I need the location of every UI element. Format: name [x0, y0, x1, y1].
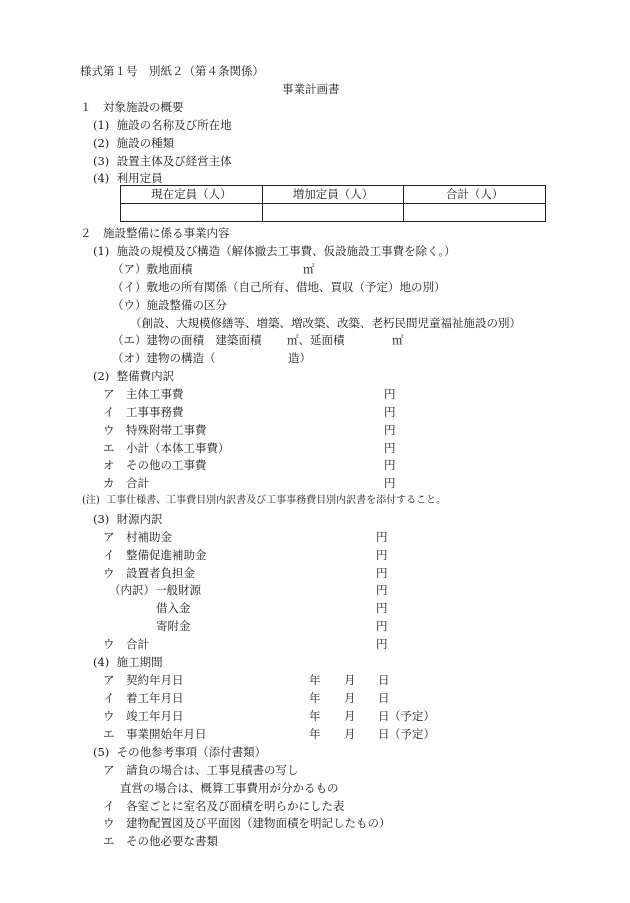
funding-item-4: （内訳）一般財源 [109, 583, 201, 597]
s1-item-1: (1) 施設の名称及び所在地 [93, 118, 232, 132]
schedule-planned-4: （予定） [389, 727, 435, 741]
schedule-item-4: エ 事業開始年月日 [103, 727, 207, 741]
funding-unit-1: 円 [376, 530, 388, 544]
schedule-item-1: ア 契約年月日 [103, 673, 184, 687]
document-title: 事業計画書 [282, 82, 340, 96]
section-2-heading: ２ 施設整備に係る事業内容 [80, 226, 230, 240]
form-number: 様式第１号 別紙２（第４条関係） [80, 64, 264, 78]
facility-category-label: （ウ）施設整備の区分 [112, 298, 227, 312]
funding-item-1: ア 村補助金 [103, 530, 172, 544]
building-area-unit-2: ㎡ [392, 333, 404, 347]
schedule-year-2: 年 [309, 691, 321, 705]
building-area-unit-1: ㎡、延面積 [287, 333, 345, 347]
funding-unit-2: 円 [376, 548, 388, 562]
funding-item-6: 寄附金 [156, 619, 191, 633]
schedule-year-1: 年 [309, 673, 321, 687]
schedule-planned-3: （予定） [389, 709, 435, 723]
funding-unit-4: 円 [376, 583, 388, 597]
header-current-capacity: 現在定員（人） [121, 186, 263, 204]
s1-item-3: (3) 設置主体及び経営主体 [93, 154, 232, 168]
schedule-item-3: ウ 竣工年月日 [103, 709, 184, 723]
schedule-item-2: イ 着工年月日 [103, 691, 184, 705]
value-current-capacity[interactable] [121, 204, 263, 222]
value-increase-capacity[interactable] [262, 204, 404, 222]
cost-unit-3: 円 [384, 423, 396, 437]
header-total-capacity: 合計（人） [404, 186, 546, 204]
schedule-day-1: 日 [378, 673, 390, 687]
s2-sub4-title: (4) 施工期間 [93, 655, 163, 669]
cost-item-2: イ 工事事務費 [103, 405, 184, 419]
funding-item-3: ウ 設置者負担金 [103, 566, 195, 580]
schedule-month-4: 月 [344, 727, 356, 741]
schedule-month-3: 月 [344, 709, 356, 723]
building-area-label: （エ）建物の面積 建築面積 [112, 333, 262, 347]
attachment-item-4: エ その他必要な書類 [103, 834, 218, 848]
attachment-item-2: イ 各室ごとに室名及び面積を明らかにした表 [103, 799, 345, 813]
cost-unit-4: 円 [384, 441, 396, 455]
attachment-item-1b: 直営の場合は、概算工事費用が分かるもの [120, 781, 339, 795]
s2-sub5-title: (5) その他参考事項（添付書類） [93, 745, 267, 759]
funding-item-2: イ 整備促進補助金 [103, 548, 207, 562]
funding-unit-7: 円 [376, 637, 388, 651]
attachment-item-1: ア 請負の場合は、工事見積書の写し [103, 763, 299, 777]
site-ownership-label: （イ）敷地の所有関係（自己所有、借地、買収（予定）地の別） [112, 280, 446, 294]
funding-unit-6: 円 [376, 619, 388, 633]
site-area-label: （ア）敷地面積 [112, 262, 193, 276]
schedule-day-3: 日 [378, 709, 390, 723]
cost-item-1: ア 主体工事費 [103, 387, 184, 401]
funding-item-7: ウ 合計 [103, 637, 149, 651]
building-structure-end: 造） [288, 351, 311, 365]
capacity-table-header-row [121, 186, 546, 204]
schedule-month-2: 月 [344, 691, 356, 705]
capacity-table [120, 185, 546, 222]
value-total-capacity[interactable] [404, 204, 546, 222]
schedule-day-2: 日 [378, 691, 390, 705]
s1-item-4: (4) 利用定員 [93, 171, 163, 185]
schedule-year-3: 年 [309, 709, 321, 723]
cost-item-4: エ 小計（本体工事費） [103, 441, 230, 455]
schedule-day-4: 日 [378, 727, 390, 741]
schedule-year-4: 年 [309, 727, 321, 741]
s2-sub3-title: (3) 財源内訳 [93, 512, 163, 526]
header-increase-capacity: 増加定員（人） [262, 186, 404, 204]
cost-unit-6: 円 [384, 476, 396, 490]
capacity-table-value-row [121, 204, 546, 222]
cost-note: (注) 工事仕様書、工事費目別内訳書及び工事事務費目別内訳書を添付すること。 [82, 495, 447, 506]
attachment-item-3: ウ 建物配置図及び平面図（建物面積を明記したもの） [103, 816, 391, 830]
s2-sub2-title: (2) 整備費内訳 [93, 369, 175, 383]
funding-unit-5: 円 [376, 601, 388, 615]
cost-unit-1: 円 [384, 387, 396, 401]
site-area-unit: ㎡ [303, 262, 315, 276]
cost-unit-5: 円 [384, 458, 396, 472]
building-structure-label: （オ）建物の構造（ [112, 351, 216, 365]
funding-unit-3: 円 [376, 566, 388, 580]
cost-item-5: オ その他の工事費 [103, 458, 207, 472]
s1-item-2: (2) 施設の種類 [93, 136, 175, 150]
funding-item-5: 借入金 [156, 601, 191, 615]
cost-item-3: ウ 特殊附帯工事費 [103, 423, 207, 437]
facility-category-detail: （創設、大規模修繕等、増築、増改築、改築、老朽民間児童福祉施設の別） [130, 316, 521, 330]
cost-unit-2: 円 [384, 405, 396, 419]
schedule-month-1: 月 [344, 673, 356, 687]
s2-sub1-title: (1) 施設の規模及び構造（解体撤去工事費、仮設施設工事費を除く。） [93, 244, 456, 258]
cost-item-6: カ 合計 [103, 476, 149, 490]
section-1-heading: １ 対象施設の概要 [80, 100, 184, 114]
